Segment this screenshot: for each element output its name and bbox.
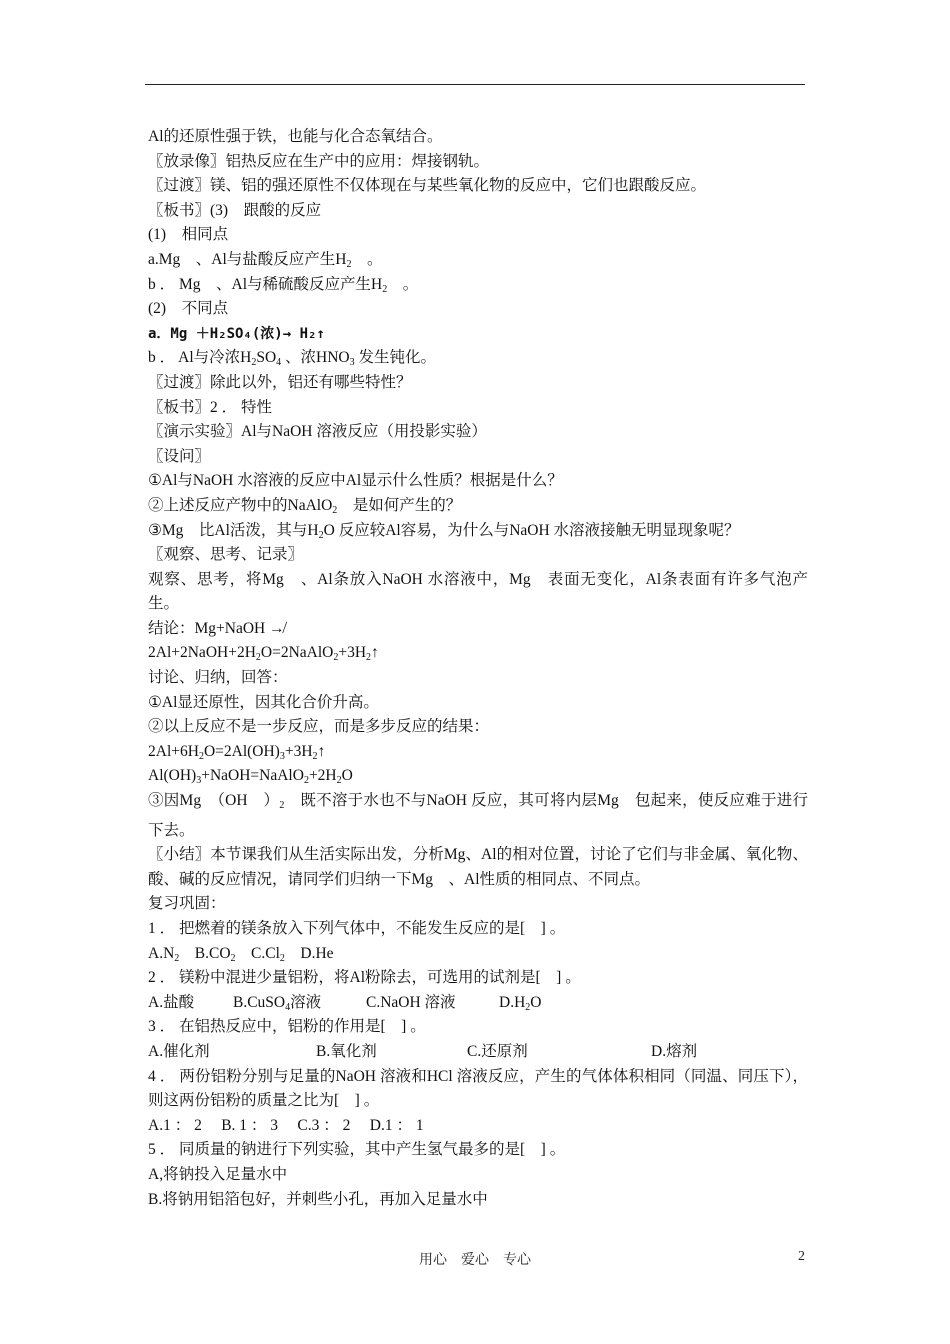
paragraph: 观察、思考，将Mg 、Al条放入NaOH 水溶液中，Mg 表面无变化，Al条表面有许多气泡产生。 <box>148 570 808 613</box>
text-line: 〖设问〗 <box>148 447 211 465</box>
question-4-options: A.1 ： 2 B. 1 ： 3 C.3 ： 2 D.1 ： 1 <box>148 1116 424 1134</box>
subscript: 3 <box>196 775 202 787</box>
page-number: 2 <box>798 1249 805 1264</box>
text-span: ②上述反应产物中的NaAlO <box>148 496 333 514</box>
text-line: ②以上反应不是一步反应，而是多步反应的结果： <box>148 718 490 736</box>
equation-line <box>148 740 808 765</box>
text-span: B.CuSO <box>233 993 286 1011</box>
question-3: 3 ． 在铝热反应中，铝粉的作用是[ ] 。 <box>148 1018 426 1036</box>
header-rule <box>145 84 805 85</box>
subscript: 3 <box>349 357 355 369</box>
text-line: 复习巩固： <box>148 895 226 913</box>
option-d: D.熔剂 <box>651 1042 698 1060</box>
text-span: O=2NaAlO <box>260 644 334 662</box>
option: B.CO <box>179 944 231 962</box>
text-span: +2H <box>308 767 337 785</box>
text-span: ↑ <box>317 742 326 760</box>
text-line: 〖板书〗2 ． 特性 <box>148 398 273 416</box>
text-span: 、浓HNO <box>281 349 350 367</box>
text-line: 〖板书〗(3) 跟酸的反应 <box>148 201 322 219</box>
paragraph <box>148 789 808 843</box>
text-line: 讨论、归纳，回答： <box>148 669 288 687</box>
text-span: D.H <box>499 993 526 1011</box>
text-line: 〖过渡〗除此以外，铝还有哪些特性？ <box>148 373 412 391</box>
subscript: 4 <box>276 357 282 369</box>
text-span: b ． Al与冷浓H <box>148 349 252 367</box>
question-2: 2 ． 镁粉中混进少量铝粉，将Al粉除去，可选用的试剂是[ ] 。 <box>148 969 581 987</box>
text-line: Al的还原性强于铁，也能与化合态氧结合。 <box>148 128 443 145</box>
subscript: 2 <box>382 283 388 295</box>
question-5-option-b: B.将钠用铝箔包好，并刺些小孔，再加入足量水中 <box>148 1190 488 1208</box>
equation-line <box>148 764 808 789</box>
option-c: C.还原剂 <box>467 1042 528 1060</box>
subscript: 2 <box>174 952 180 964</box>
text-line <box>148 273 808 298</box>
text-line: ①Al与NaOH 水溶液的反应中Al显示什么性质？根据是什么？ <box>148 472 563 490</box>
text-span: b ． Mg 、Al与稀硫酸反应产生H <box>148 275 383 293</box>
text-span: 溶液 <box>290 993 322 1011</box>
text-line <box>148 248 808 273</box>
text-line: 结论：Mg+NaOH ↛ <box>148 619 285 637</box>
subscript: 2 <box>198 750 204 762</box>
option: A.N <box>148 944 175 962</box>
text-span: 是如何产生的？ <box>337 496 462 514</box>
text-span: ③Mg 比Al活泼，其与H <box>148 521 319 539</box>
text-line: (2) 不同点 <box>148 300 229 318</box>
text-line: (1) 相同点 <box>148 226 229 244</box>
document-body <box>148 125 808 1212</box>
text-span: 2Al+6H <box>148 742 199 760</box>
text-span: 发生钝化。 <box>354 349 437 367</box>
option-b <box>233 991 366 1016</box>
option-d <box>499 991 541 1016</box>
text-line <box>148 346 808 371</box>
option-a: A.盐酸 <box>148 993 195 1011</box>
subscript: 2 <box>279 952 285 964</box>
paragraph: 〖小结〗本节课我们从生活实际出发，分析Mg、Al的相对位置，讨论了它们与非金属、氧化物、酸、碱的反应情况，请同学们归纳一下Mg 、Al性质的相同点、不同点。 <box>148 846 808 888</box>
text-span: Al(OH) <box>148 767 197 785</box>
subscript: 2 <box>333 652 339 664</box>
text-span: 。 <box>351 250 383 268</box>
subscript: 2 <box>303 775 309 787</box>
text-span: O <box>341 767 353 785</box>
text-line: 〖观察、思考、记录〗 <box>148 546 304 564</box>
text-span: ↑ <box>371 644 379 662</box>
text-span: 。 <box>387 275 419 293</box>
question-1: 1 ． 把燃着的镁条放入下列气体中，不能发生反应的是[ ] 。 <box>148 920 566 937</box>
text-line: 〖演示实验〗Al与NaOH 溶液反应（用投影实验） <box>148 423 487 441</box>
equation-line <box>148 641 808 666</box>
option: C.Cl <box>235 944 280 962</box>
question-5: 5 ． 同质量的钠进行下列实验，其中产生氢气最多的是[ ] 。 <box>148 1141 566 1159</box>
subscript: 2 <box>525 1001 531 1013</box>
option-b: B.氧化剂 <box>316 1042 377 1060</box>
question-5-option-a: A,将钠投入足量水中 <box>148 1165 288 1183</box>
text-span: +3H <box>284 742 313 760</box>
option-a: A.催化剂 <box>148 1042 210 1060</box>
question-2-options <box>148 991 808 1016</box>
text-line: 〖放录像〗铝热反应在生产中的应用：焊接钢轨。 <box>148 152 490 170</box>
text-span: SO <box>256 349 277 367</box>
option: D.He <box>284 944 334 962</box>
text-span: O <box>530 993 542 1011</box>
text-line: 〖过渡〗镁、铝的强还原性不仅体现在与某些氧化物的反应中，它们也跟酸反应。 <box>148 177 707 195</box>
subscript: 2 <box>366 652 372 664</box>
subscript: 2 <box>312 750 318 762</box>
text-span: ③因Mg （OH ） <box>148 792 280 810</box>
subscript: 2 <box>332 504 338 516</box>
subscript: 2 <box>251 357 257 369</box>
footer-motto: 用心 爱心 专心 <box>419 1253 531 1268</box>
question-1-options <box>148 942 808 967</box>
option-c: C.NaOH 溶液 <box>366 993 456 1011</box>
text-span: O=2Al(OH) <box>203 742 280 760</box>
subscript: 2 <box>336 775 342 787</box>
text-span: +NaOH=NaAlO <box>201 767 304 785</box>
text-span: O 反应较Al容易，为什么与NaOH 水溶液接触无明显现象呢？ <box>323 521 740 539</box>
subscript: 2 <box>255 652 261 664</box>
subscript: 4 <box>285 1001 291 1013</box>
text-span: a.Mg 、Al与盐酸反应产生H <box>148 250 347 268</box>
subscript: 2 <box>230 952 236 964</box>
subscript: 3 <box>279 750 285 762</box>
text-line <box>148 519 808 544</box>
question-3-options <box>148 1040 808 1065</box>
equation-line: a．Mg ＋H₂SO₄(浓)→ H₂↑ <box>148 325 325 342</box>
subscript: 2 <box>279 800 285 812</box>
text-span: 既不溶于水也不与NaOH 反应，其可将内层Mg 包起来，使反应难于进行下去。 <box>148 792 809 839</box>
text-line: ①Al显还原性，因其化合价升高。 <box>148 693 379 711</box>
subscript: 2 <box>346 258 352 270</box>
text-span: 2Al+2NaOH+2H <box>148 644 256 662</box>
text-line <box>148 494 808 519</box>
text-span: +3H <box>338 644 367 662</box>
question-4: 4 ． 两份铝粉分别与足量的NaOH 溶液和HCl 溶液反应，产生的气体体积相同（同温、同压下），则这两份铝粉的质量之比为[ ] 。 <box>148 1067 808 1110</box>
subscript: 2 <box>318 529 324 541</box>
